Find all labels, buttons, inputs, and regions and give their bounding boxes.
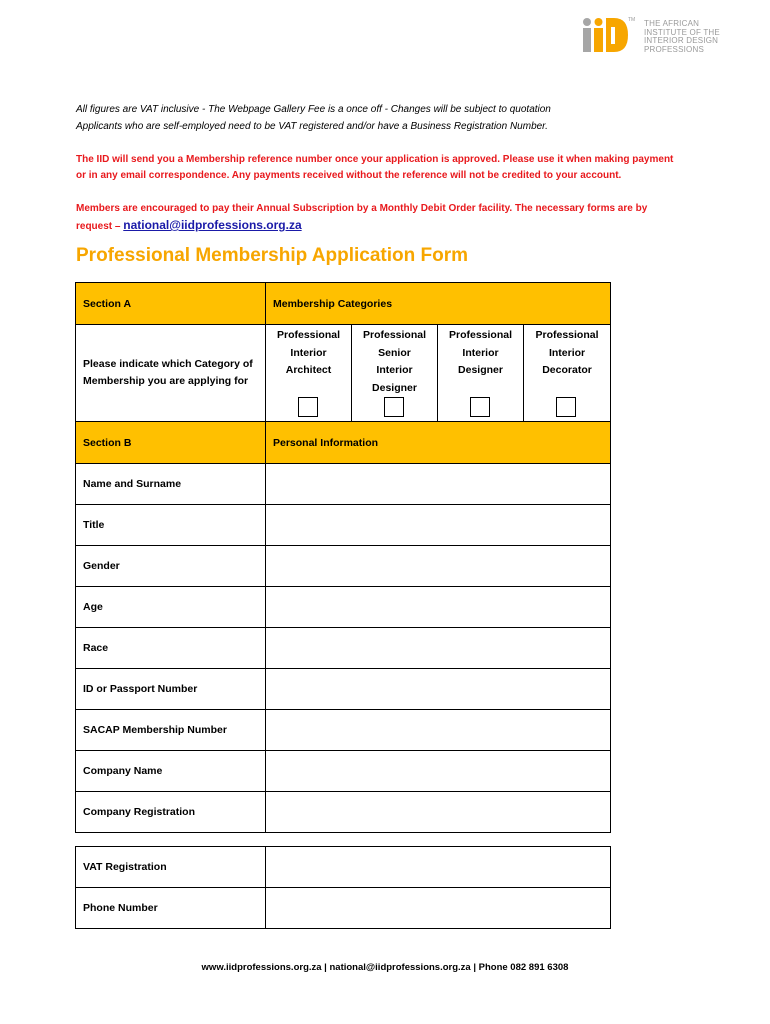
field-row-company-registration [76,792,611,833]
category-line: Interior [376,364,413,376]
category-line: Interior [462,346,499,359]
checkbox-interior-designer[interactable] [470,397,490,417]
debit-note-line-2 [76,217,302,235]
category-professional-interior-designer[interactable] [438,325,524,422]
phone-number-input[interactable] [266,888,611,929]
category-line: Designer [372,381,417,394]
field-row-phone [76,888,611,929]
sacap-number-input[interactable] [266,710,611,751]
section-b-label: Section B [76,422,266,464]
field-row-race [76,628,611,669]
vat-note: All figures are VAT inclusive - The Webpage Gallery Fee is a once off - Changes will be subject to quotation [76,104,551,115]
field-row-name [76,464,611,505]
age-input[interactable] [266,587,611,628]
email-link[interactable]: national@iidprofessions.org.za [123,218,302,232]
field-label: Age [76,587,266,628]
field-label: Title [76,505,266,546]
category-line: Designer [458,364,503,376]
field-row-id [76,669,611,710]
category-line: Senior [378,346,411,359]
field-label: Name and Surname [76,464,266,505]
logo-text [644,20,734,54]
trademark-mark: TM [628,17,636,23]
footer-contact: www.iidprofessions.org.za | national@iidprofessions.org.za | Phone 082 891 6308 [201,962,569,973]
field-label: Gender [76,546,266,587]
checkbox-interior-architect[interactable] [298,397,318,417]
title-input[interactable] [266,505,611,546]
checkbox-senior-interior-designer[interactable] [384,397,404,417]
field-row-sacap [76,710,611,751]
section-a-header-row [76,283,611,325]
membership-category-row [76,325,611,422]
membership-categories-header: Membership Categories [266,283,611,325]
application-table [75,282,611,833]
field-label: VAT Registration [76,847,266,888]
debit-note-line-1: Members are encouraged to pay their Annual Subscription by a Monthly Debit Order facility. The necessary forms are by [76,203,648,214]
vat-registration-input[interactable] [266,847,611,888]
field-row-age [76,587,611,628]
category-line: Architect [285,364,332,376]
category-line: Interior [548,346,586,359]
company-registration-input[interactable] [266,792,611,833]
category-line: Interior [290,346,327,359]
race-input[interactable] [266,628,611,669]
section-b-header-row [76,422,611,464]
category-line: Professional [362,329,427,341]
form-title: Professional Membership Application Form [76,245,469,266]
id-passport-input[interactable] [266,669,611,710]
category-professional-interior-decorator[interactable] [524,325,611,422]
reference-note-line-2: or in any email correspondence. Any payments received without the reference will not be credited to your account. [76,170,622,181]
logo-line-1: THE AFRICAN [644,19,700,28]
field-label: ID or Passport Number [76,669,266,710]
debit-request-prefix: request – [76,221,124,232]
category-professional-interior-architect[interactable] [266,325,352,422]
category-prompt: Please indicate which Category of Membership you are applying for [76,325,266,422]
logo-line-3: INTERIOR DESIGN [644,36,719,45]
name-surname-input[interactable] [266,464,611,505]
logo-line-4: PROFESSIONS [644,44,704,54]
gender-input[interactable] [266,546,611,587]
field-row-gender [76,546,611,587]
personal-information-header: Personal Information [266,422,611,464]
field-label: SACAP Membership Number [76,710,266,751]
field-label: Company Registration [76,792,266,833]
field-label: Race [76,628,266,669]
contact-table [75,846,611,929]
category-professional-senior-interior-designer[interactable] [352,325,438,422]
field-label: Company Name [76,751,266,792]
category-line: Professional [448,329,513,341]
category-line: Professional [276,329,341,341]
category-line: Professional [535,329,599,341]
self-employed-note: Applicants who are self-employed need to be VAT registered and/or have a Business Registration Number. [76,121,548,132]
company-name-input[interactable] [266,751,611,792]
reference-note-line-1: The IID will send you a Membership reference number once your application is approved. Please use it when making payment [76,154,674,165]
field-row-company-name [76,751,611,792]
checkbox-interior-decorator[interactable] [556,397,576,417]
field-row-title [76,505,611,546]
logo-line-2: INSTITUTE OF THE [644,27,720,37]
section-a-label: Section A [76,283,266,325]
category-line: Decorator [542,364,592,376]
field-label: Phone Number [76,888,266,929]
field-row-vat [76,847,611,888]
